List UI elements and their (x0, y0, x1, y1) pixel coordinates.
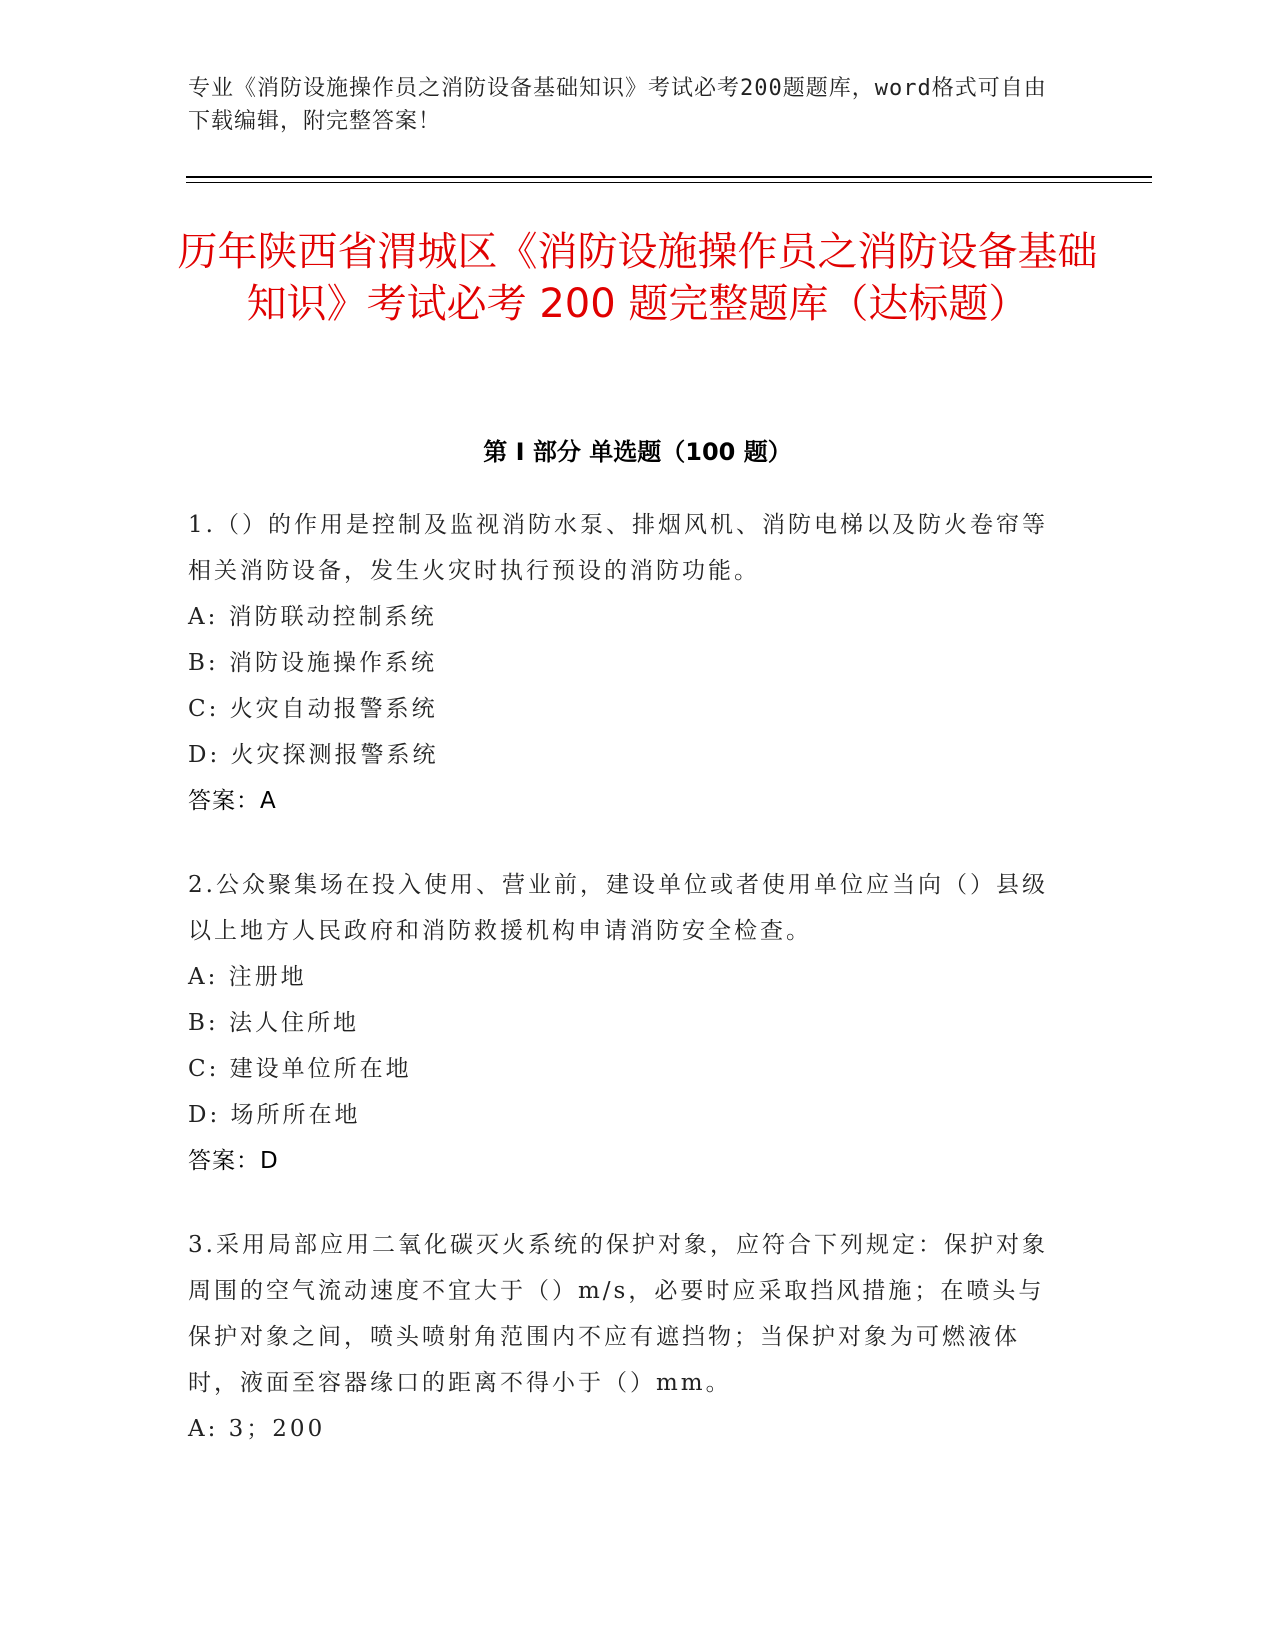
question-1 (188, 502, 1068, 824)
answer: 答案：D (188, 1148, 279, 1174)
header-divider-thin (186, 182, 1152, 183)
option-d: D: 火灾探测报警系统 (188, 742, 439, 768)
option-b: B: 消防设施操作系统 (188, 650, 437, 676)
document-title: 历年陕西省渭城区《消防设施操作员之消防设备基础知识》考试必考 200 题完整题库（达标题） (177, 229, 1098, 327)
option-b: B: 法人住所地 (188, 1010, 359, 1036)
option-c: C: 火灾自动报警系统 (188, 696, 438, 722)
question-stem: 1.（）的作用是控制及监视消防水泵、排烟风机、消防电梯以及防火卷帘等相关消防设备，发生火灾时执行预设的消防功能。 (188, 512, 1048, 584)
question-2 (188, 862, 1068, 1184)
section-heading: 第 I 部分 单选题（100 题） (483, 438, 792, 466)
question-stem: 2.公众聚集场在投入使用、营业前，建设单位或者使用单位应当向（）县级以上地方人民政府和消防救援机构申请消防安全检查。 (188, 872, 1048, 944)
option-a: A: 消防联动控制系统 (188, 604, 437, 630)
answer: 答案：A (188, 788, 277, 814)
question-stem: 3.采用局部应用二氧化碳灭火系统的保护对象，应符合下列规定：保护对象周围的空气流动速度不宜大于（）m/s，必要时应采取挡风措施；在喷头与保护对象之间，喷头喷射角范围内不应有遮挡物；当保护对象为可燃液体时，液面至容器缘口的距离不得小于（）mm。 (188, 1232, 1048, 1396)
question-3 (188, 1222, 1068, 1452)
option-c: C: 建设单位所在地 (188, 1056, 412, 1082)
option-d: D: 场所所在地 (188, 1102, 361, 1128)
option-a: A: 注册地 (188, 964, 307, 990)
option-a: A: 3；200 (188, 1416, 326, 1442)
header-divider-thick (186, 176, 1152, 178)
intro-text: 专业《消防设施操作员之消防设备基础知识》考试必考200题题库，word格式可自由下载编辑，附完整答案！ (188, 76, 1047, 134)
